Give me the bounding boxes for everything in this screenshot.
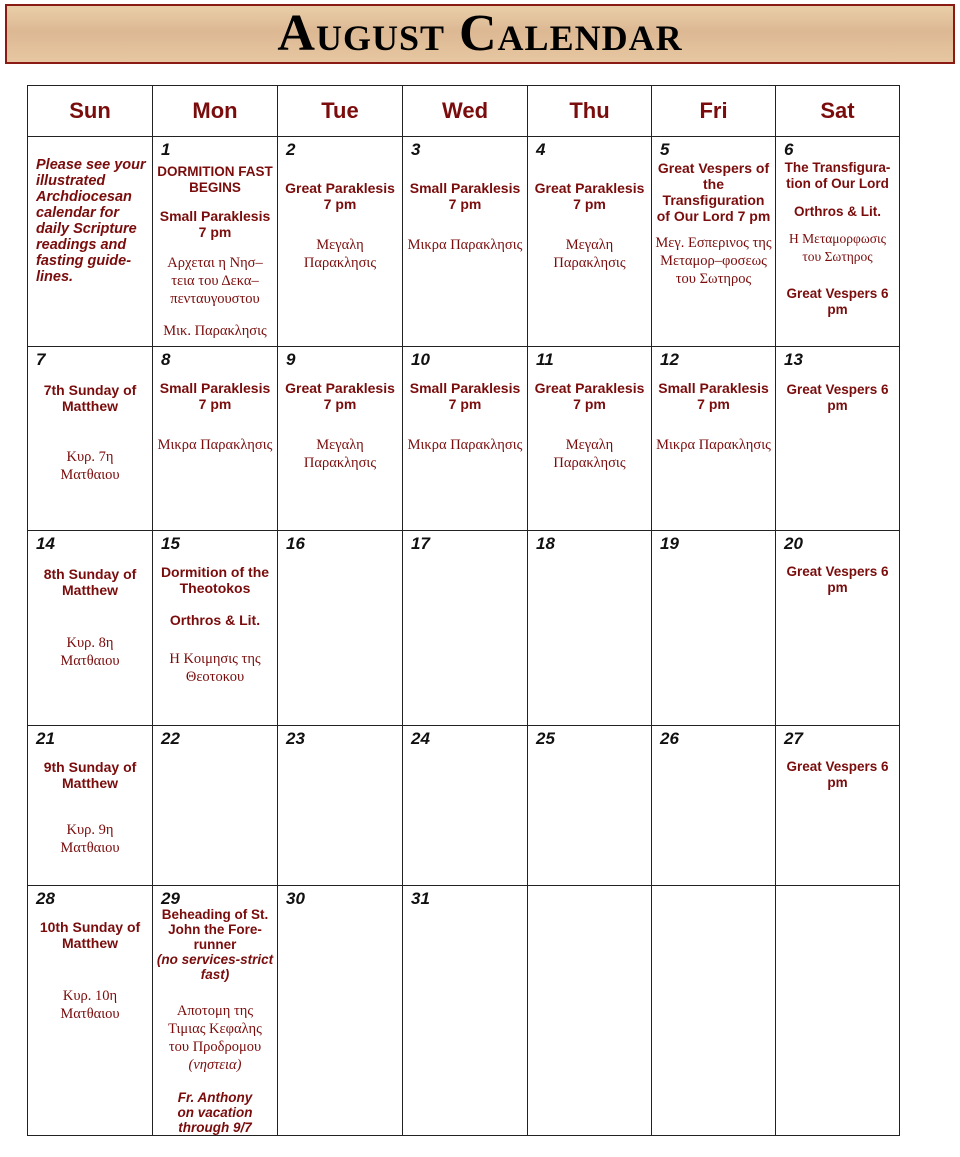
day-cell-17 xyxy=(403,531,528,726)
day-cell-15 xyxy=(153,531,278,726)
weekday-fri: Fri xyxy=(652,86,776,137)
day-number: 9 xyxy=(286,350,296,369)
event-greek: Μεγαλη Παρακλησις xyxy=(553,437,626,471)
event-service: Great Paraklesis 7 pm xyxy=(285,180,395,212)
day-number: 30 xyxy=(286,889,305,908)
event-service: Small Paraklesis 7 pm xyxy=(409,180,521,212)
event-service: Small Paraklesis 7 pm xyxy=(159,208,271,240)
event-greek: Μεγαλη Παρακλησις xyxy=(303,437,377,471)
day-number: 14 xyxy=(36,534,55,553)
day-number: 13 xyxy=(784,350,803,369)
week-row xyxy=(28,347,900,531)
week-row xyxy=(28,531,900,726)
event-greek: Κυρ. 7η Ματθαιου xyxy=(60,449,120,483)
day-number: 27 xyxy=(784,729,803,748)
day-number: 16 xyxy=(286,534,305,553)
day-number: 2 xyxy=(286,140,296,159)
title-banner xyxy=(5,4,955,64)
event-greek: Μεγ. Εσπερινος της Μεταμορ–φοσεως του Σωτηρος xyxy=(655,235,772,287)
event-greek: Αποτομη της Τιμιας Κεφαλης του Προδρομου xyxy=(168,1003,262,1055)
day-number: 7 xyxy=(36,350,46,369)
day-cell-blank xyxy=(528,886,652,1136)
day-cell-23 xyxy=(278,726,403,886)
day-number: 21 xyxy=(36,729,55,748)
day-number: 1 xyxy=(161,140,171,159)
day-number: 29 xyxy=(161,889,180,908)
event-service: Great Paraklesis 7 pm xyxy=(534,380,645,412)
event-title: Great Vespers of the Transfiguration of Our Lord 7 pm xyxy=(656,160,771,224)
day-cell-1 xyxy=(153,137,278,347)
day-number: 11 xyxy=(536,350,554,369)
event-note: Fr. Anthony on vacation through 9/7 xyxy=(177,1090,253,1135)
event-title: The Transfigura-tion of Our Lord xyxy=(784,160,891,191)
day-cell-5 xyxy=(652,137,776,347)
event-greek: Μεγαλη Παρακλησις xyxy=(553,237,626,271)
day-number: 24 xyxy=(411,729,430,748)
day-cell-blank xyxy=(776,886,900,1136)
weekday-thu: Thu xyxy=(528,86,652,137)
week-row xyxy=(28,726,900,886)
event-title: 9th Sunday of Matthew xyxy=(43,759,137,791)
day-number: 20 xyxy=(784,534,803,553)
day-cell-blank xyxy=(28,137,153,347)
day-number: 15 xyxy=(161,534,180,553)
day-number: 3 xyxy=(411,140,421,159)
day-number: 22 xyxy=(161,729,180,748)
weekday-wed: Wed xyxy=(403,86,528,137)
day-cell-25 xyxy=(528,726,652,886)
day-cell-10 xyxy=(403,347,528,531)
day-cell-21 xyxy=(28,726,153,886)
event-title: Beheading of St. John the Fore-runner xyxy=(161,907,269,952)
day-cell-12 xyxy=(652,347,776,531)
event-greek: Κυρ. 8η Ματθαιου xyxy=(60,635,120,669)
day-cell-31 xyxy=(403,886,528,1136)
event-note: (no services-strict fast) xyxy=(156,952,274,982)
day-cell-18 xyxy=(528,531,652,726)
weekday-sat: Sat xyxy=(776,86,900,137)
day-number: 25 xyxy=(536,729,555,748)
week-row xyxy=(28,886,900,1136)
event-greek: Μεγαλη Παρακλησις xyxy=(303,237,377,271)
day-number: 17 xyxy=(411,534,430,553)
event-greek: Κυρ. 9η Ματθαιου xyxy=(60,822,120,856)
day-cell-3 xyxy=(403,137,528,347)
event-service: Orthros & Lit. xyxy=(794,204,881,219)
day-number: 28 xyxy=(36,889,55,908)
event-greek: Μικρα Παρακλησις xyxy=(656,437,771,453)
day-number: 10 xyxy=(411,350,430,369)
day-number: 8 xyxy=(161,350,171,369)
day-cell-6 xyxy=(776,137,900,347)
event-title: DORMITION FAST BEGINS xyxy=(157,164,273,195)
weekday-header-row xyxy=(28,86,900,137)
event-service: Great Vespers 6 pm xyxy=(786,564,889,595)
event-service: Great Vespers 6 pm xyxy=(786,382,889,413)
day-cell-blank xyxy=(652,886,776,1136)
weekday-mon: Mon xyxy=(153,86,278,137)
day-cell-30 xyxy=(278,886,403,1136)
weekday-tue: Tue xyxy=(278,86,403,137)
calendar-note: Please see your illustrated Archdiocesan calendar for daily Scripture readings and fasting guide-lines. xyxy=(36,157,146,285)
day-cell-26 xyxy=(652,726,776,886)
day-cell-7 xyxy=(28,347,153,531)
event-greek: Μικρα Παρακλησις xyxy=(407,237,523,253)
day-number: 23 xyxy=(286,729,305,748)
event-greek: Αρχεται η Νησ–τεια του Δεκα–πενταυγουστου xyxy=(167,255,263,307)
event-service: Orthros & Lit. xyxy=(169,612,261,628)
event-title: 8th Sunday of Matthew xyxy=(43,566,137,598)
page-title: August Calendar xyxy=(277,5,683,62)
event-service: Great Vespers 6 pm xyxy=(786,759,889,790)
day-cell-29 xyxy=(153,886,278,1136)
event-service: Small Paraklesis 7 pm xyxy=(409,380,521,412)
event-service: Great Paraklesis 7 pm xyxy=(534,180,645,212)
event-service: Great Vespers 6 pm xyxy=(786,286,889,317)
calendar-grid xyxy=(27,85,900,1136)
day-number: 12 xyxy=(660,350,679,369)
day-cell-28 xyxy=(28,886,153,1136)
event-greek: Μικρα Παρακλησις xyxy=(407,437,523,453)
day-cell-20 xyxy=(776,531,900,726)
event-greek: Μικ. Παρακλησις xyxy=(163,323,267,339)
event-title: Dormition of the Theotokos xyxy=(160,564,270,596)
day-cell-2 xyxy=(278,137,403,347)
day-cell-19 xyxy=(652,531,776,726)
event-service: Great Paraklesis 7 pm xyxy=(285,380,395,412)
event-greek: Κυρ. 10η Ματθαιου xyxy=(60,988,120,1022)
day-cell-16 xyxy=(278,531,403,726)
day-number: 4 xyxy=(536,140,546,159)
event-greek: Η Μεταμορφωσις του Σωτηρος xyxy=(789,231,886,264)
event-greek: Η Κοιμησις της Θεοτοκου xyxy=(169,651,261,685)
day-number: 18 xyxy=(536,534,555,553)
day-cell-11 xyxy=(528,347,652,531)
event-greek: Μικρα Παρακλησις xyxy=(157,437,273,453)
day-cell-4 xyxy=(528,137,652,347)
day-cell-24 xyxy=(403,726,528,886)
day-number: 31 xyxy=(411,889,430,908)
day-number: 5 xyxy=(660,140,670,159)
day-number: 6 xyxy=(784,140,794,159)
day-cell-8 xyxy=(153,347,278,531)
week-row xyxy=(28,137,900,347)
event-greek: (νηστεια) xyxy=(188,1057,242,1073)
event-service: Small Paraklesis 7 pm xyxy=(658,380,769,412)
day-cell-22 xyxy=(153,726,278,886)
day-number: 19 xyxy=(660,534,679,553)
day-cell-9 xyxy=(278,347,403,531)
event-service: Small Paraklesis 7 pm xyxy=(159,380,271,412)
event-title: 10th Sunday of Matthew xyxy=(39,919,141,951)
day-number: 26 xyxy=(660,729,679,748)
weekday-sun: Sun xyxy=(28,86,153,137)
day-cell-13 xyxy=(776,347,900,531)
day-cell-27 xyxy=(776,726,900,886)
event-title: 7th Sunday of Matthew xyxy=(43,382,137,414)
day-cell-14 xyxy=(28,531,153,726)
